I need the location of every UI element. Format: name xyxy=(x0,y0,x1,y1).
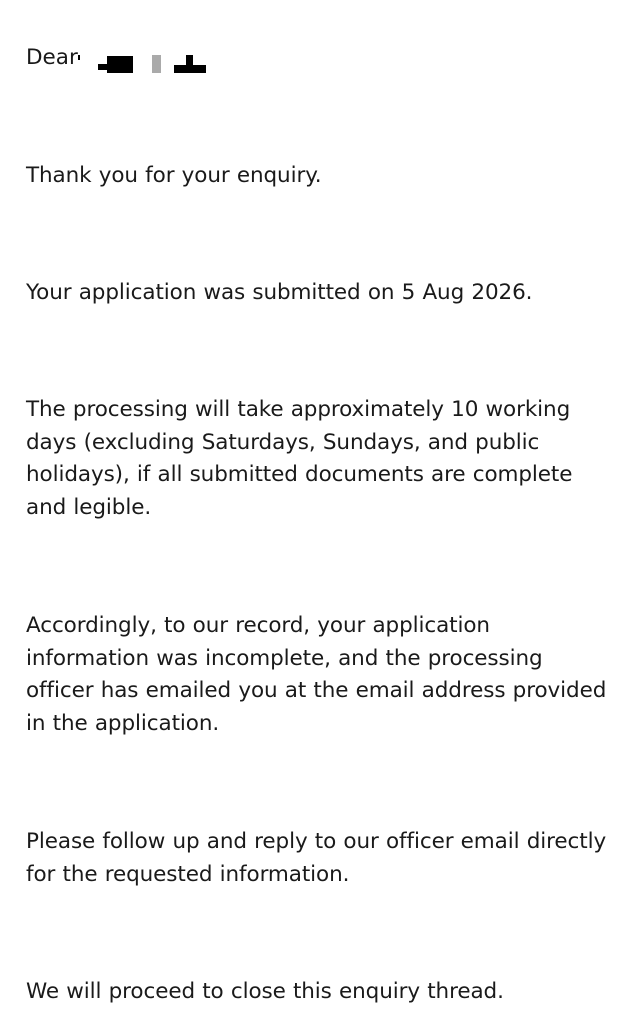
paragraph-follow-up: Please follow up and reply to our officer email directly for the requested information. xyxy=(26,829,607,887)
salutation: Dear xyxy=(26,45,78,70)
paragraph-closing: We will proceed to close this enquiry thread. xyxy=(26,979,504,1004)
paragraph-processing-time: The processing will take approximately 10 working days (excluding Saturdays, Sundays, and public holidays), if all submitted documents are complete and legible. xyxy=(26,397,573,520)
paragraph-submission-date: Your application was submitted on 5 Aug 2026. xyxy=(26,280,533,305)
paragraph-thanks: Thank you for your enquiry. xyxy=(26,163,322,188)
paragraph-incomplete-info: Accordingly, to our record, your application information was incomplete, and the processing officer has emailed you at the email address provided in the application. xyxy=(26,613,607,736)
redacted-name xyxy=(78,42,238,76)
greeting-line xyxy=(26,42,78,76)
